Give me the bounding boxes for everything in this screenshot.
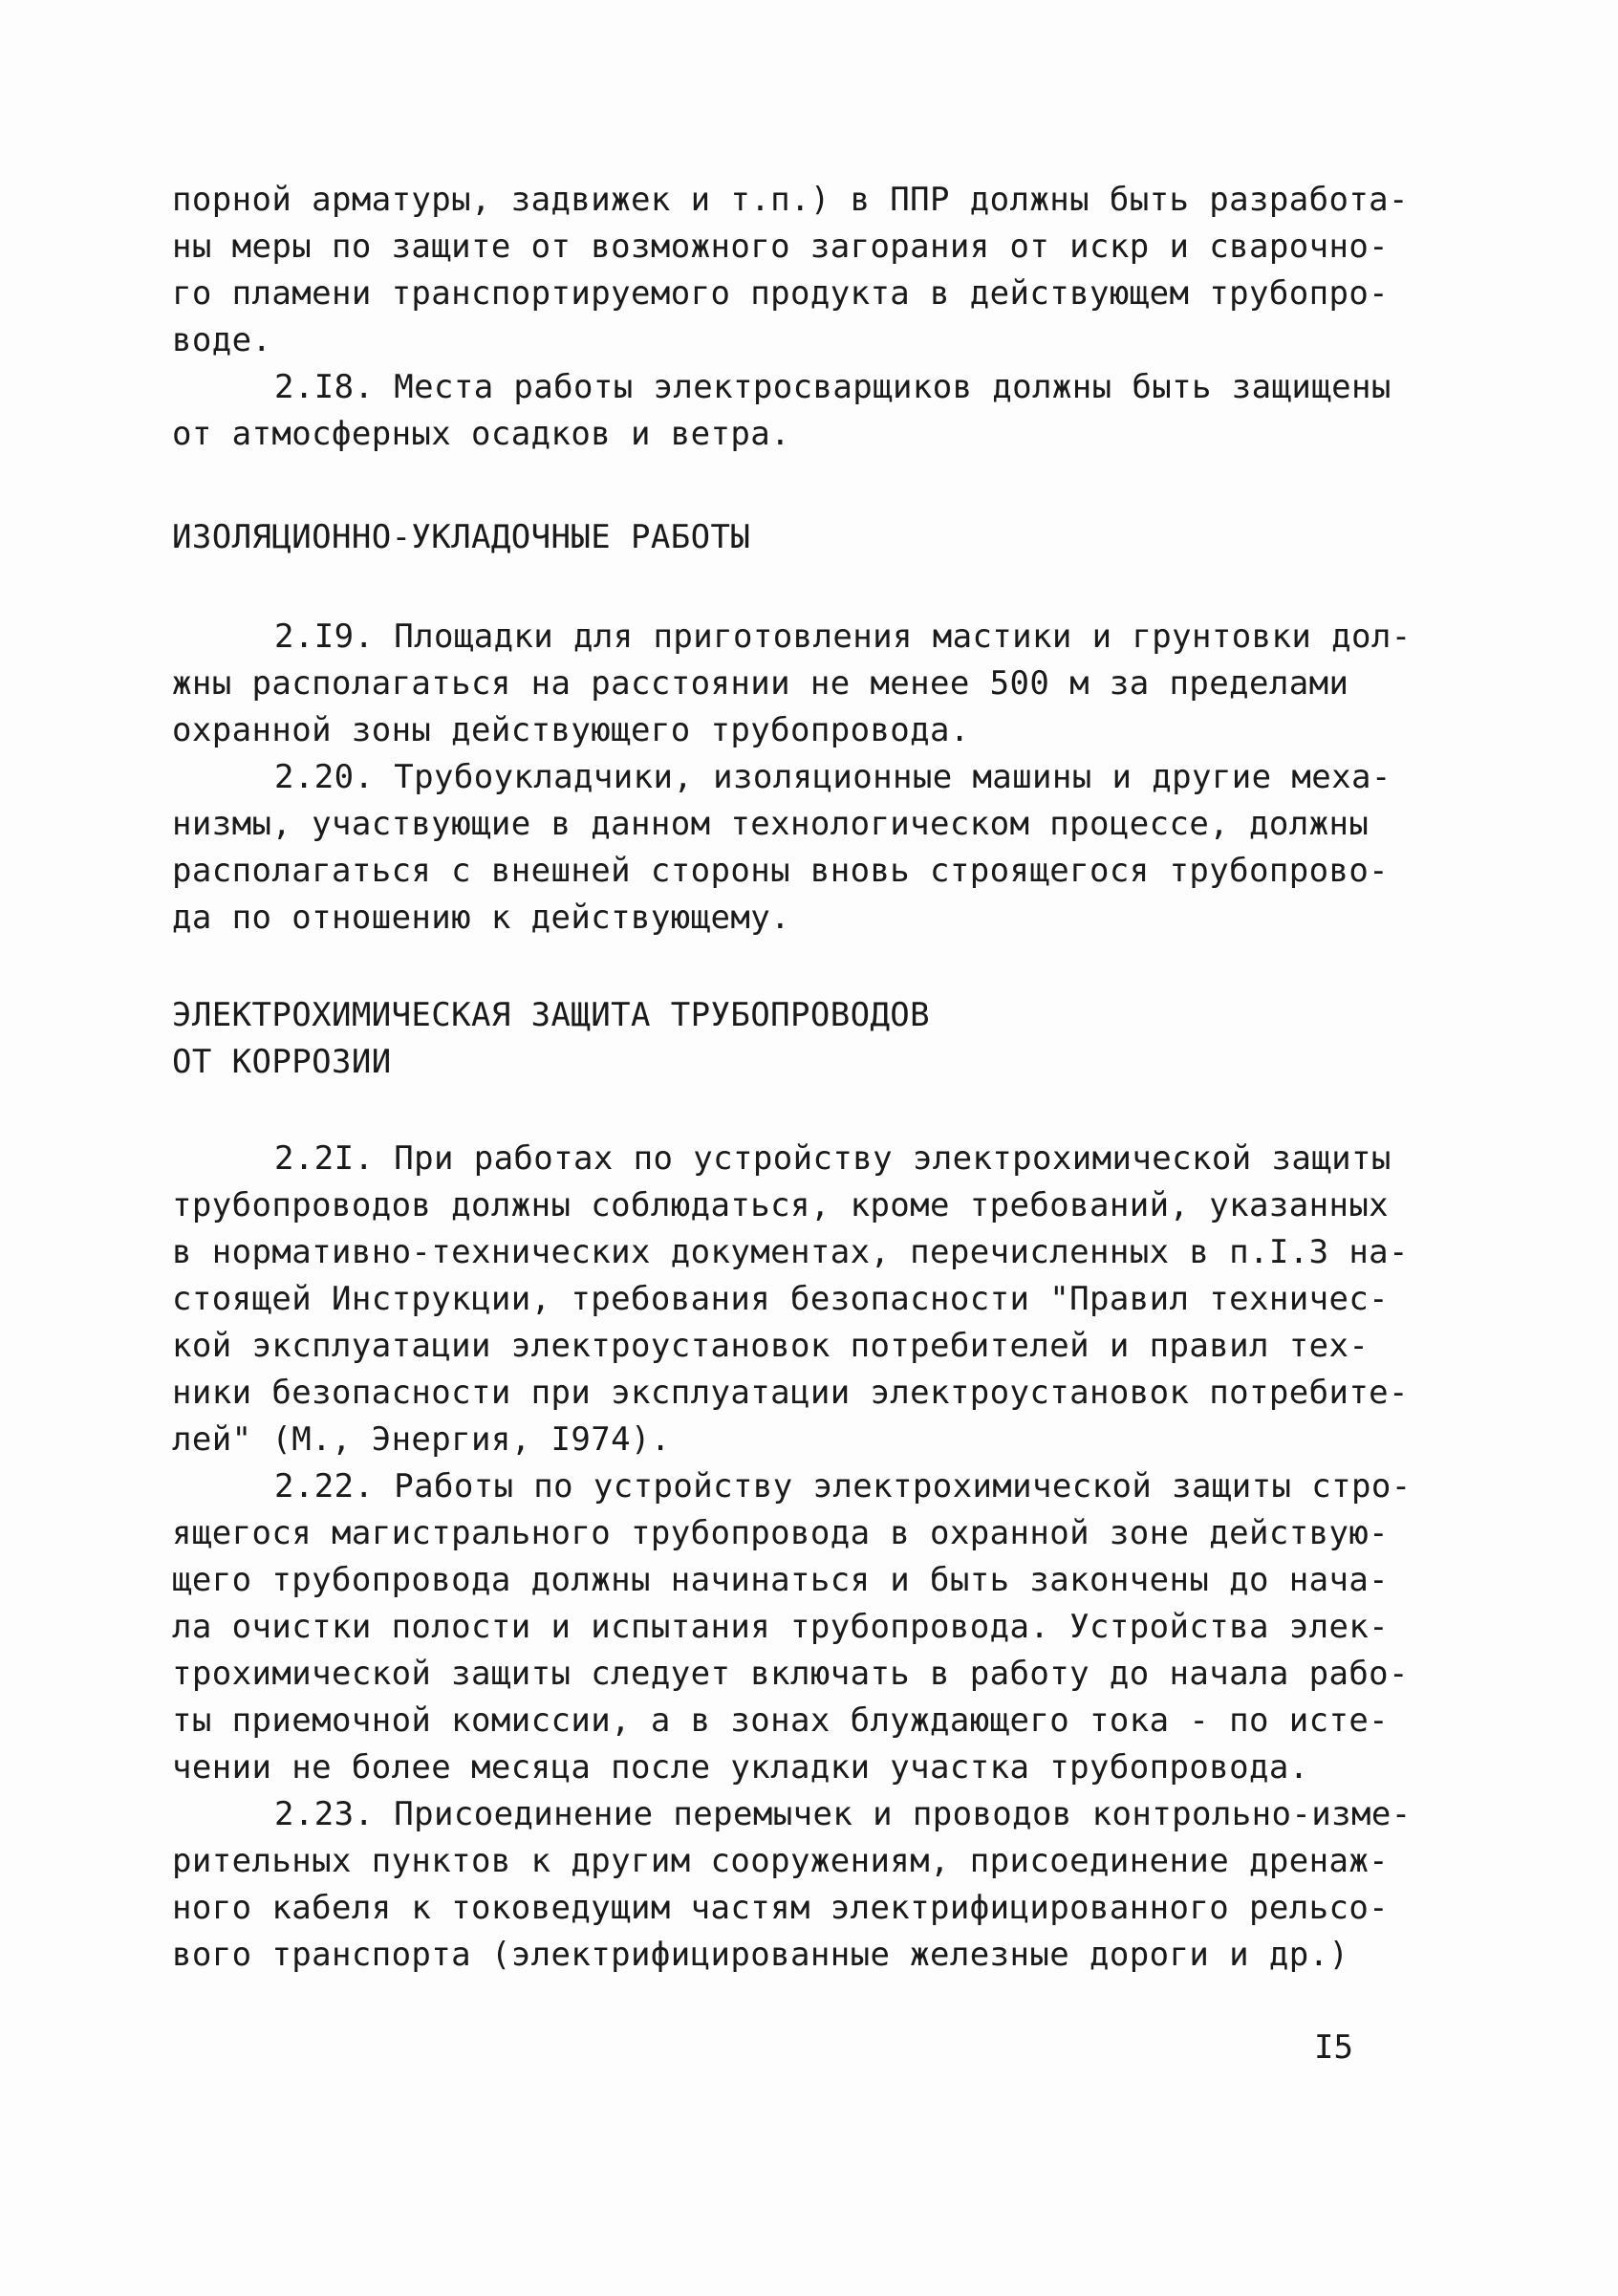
text-line: ны меры по защите от возможного загорания от искр и сварочно-	[172, 227, 1390, 266]
text-line: ящегося магистрального трубопровода в охранной зоне действую-	[172, 1514, 1390, 1552]
text-line: располагаться с внешней стороны вновь строящегося трубопрово-	[172, 852, 1390, 890]
text-line: лей" (М., Энергия, I974).	[172, 1420, 671, 1459]
text-line: 2.I8. Места работы электросварщиков должны быть защищены	[274, 368, 1391, 406]
text-line: го пламени транспортируемого продукта в действующем трубопро-	[172, 274, 1390, 313]
text-line: да по отношению к действующему.	[172, 899, 790, 937]
paragraph-2-17-continuation	[172, 177, 1409, 458]
heading-line: ОТ КОРРОЗИИ	[172, 1043, 392, 1081]
text-line: жны располагаться на расстоянии не менее 500 м за пределами	[172, 664, 1349, 703]
section-heading-electrochemical	[172, 992, 930, 1086]
text-line: чении не более месяца после укладки участка трубопровода.	[172, 1748, 1309, 1787]
heading-line: ЭЛЕКТРОХИМИЧЕСКАЯ ЗАЩИТА ТРУБОПРОВОДОВ	[172, 996, 931, 1034]
text-line: 2.I9. Площадки для приготовления мастики и грунтовки дол-	[274, 617, 1412, 656]
text-line: охранной зоны действующего трубопровода.	[172, 711, 970, 749]
text-line: трубопроводов должны соблюдаться, кроме требований, указанных	[172, 1186, 1390, 1224]
section-heading-insulation: ИЗОЛЯЦИОННО-УКЛАДОЧНЫЕ РАБОТЫ	[172, 518, 751, 556]
text-line: вого транспорта (электрифицированные железные дороги и др.)	[172, 1936, 1349, 1974]
text-line: ники безопасности при эксплуатации электроустановок потребите-	[172, 1374, 1409, 1412]
text-line: от атмосферных осадков и ветра.	[172, 415, 790, 453]
text-line: низмы, участвующие в данном технологическом процессе, должны	[172, 805, 1370, 843]
paragraphs-2-19-2-20	[172, 614, 1412, 942]
text-line: трохимической защиты следует включать в работу до начала рабо-	[172, 1655, 1409, 1693]
text-line: ты приемочной комиссии, а в зонах блуждающего тока - по исте-	[172, 1701, 1390, 1740]
text-line: рительных пунктов к другим сооружениям, присоединение дренаж-	[172, 1842, 1390, 1880]
text-line: 2.22. Работы по устройству электрохимической защиты стро-	[274, 1467, 1412, 1505]
text-line: в нормативно-технических документах, перечисленных в п.I.3 на-	[172, 1233, 1409, 1271]
text-line: 2.20. Трубоукладчики, изоляционные машины и другие меха-	[274, 758, 1391, 796]
page-number: I5	[1314, 2028, 1353, 2067]
text-line: 2.2I. При работах по устройству электрохимической защиты	[274, 1139, 1391, 1178]
text-line: ного кабеля к токоведущим частям электрифицированного рельсо-	[172, 1889, 1390, 1927]
text-line: 2.23. Присоединение перемычек и проводов контрольно-изме-	[274, 1795, 1412, 1833]
text-line: щего трубопровода должны начинаться и быть закончены до нача-	[172, 1561, 1390, 1599]
text-line: порной арматуры, задвижек и т.п.) в ППР должны быть разработа-	[172, 181, 1409, 219]
text-line: стоящей Инструкции, требования безопасности "Правил техничес-	[172, 1280, 1390, 1318]
text-line: ла очистки полости и испытания трубопровода. Устройства элек-	[172, 1608, 1390, 1646]
text-line: кой эксплуатации электроустановок потребителей и правил тех-	[172, 1327, 1370, 1365]
text-line: воде.	[172, 321, 272, 359]
paragraphs-2-21-2-23	[172, 1136, 1412, 1979]
